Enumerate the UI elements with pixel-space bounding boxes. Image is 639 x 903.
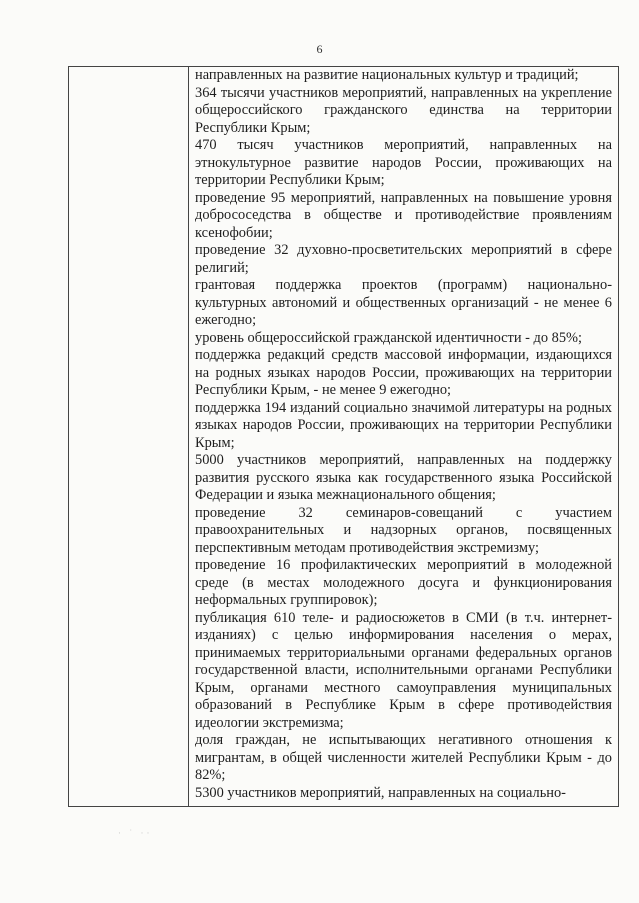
list-item: проведение 32 семинаров-совещаний с участием правоохранительных и надзорных органов, посвященных перспективным методам противодействия экстремизму; <box>195 504 612 556</box>
list-item: направленных на развитие национальных культур и традиций; <box>195 67 579 83</box>
list-item: 5300 участников мероприятий, направленных на социально- <box>195 784 566 801</box>
list-item: уровень общероссийской гражданской идентичности - до 85%; <box>195 329 583 346</box>
list-item: 470 тысяч участников мероприятий, направленных на этнокультурное развитие народов России, проживающих на территории Республики Крым; <box>195 137 612 188</box>
page-number: 6 <box>316 42 323 56</box>
table-row <box>69 67 619 807</box>
list-item: проведение 16 профилактических мероприятий в молодежной среде (в местах молодежного досуга и функционирования неформальных группировок); <box>195 557 612 608</box>
list-item: 5000 участников мероприятий, направленных на поддержку развития русского языка как государственного языка Российской Федерации и языка межнационального общения; <box>195 452 612 503</box>
list-item: проведение 32 духовно-просветительских мероприятий в сфере религий; <box>195 242 612 276</box>
list-item: доля граждан, не испытывающих негативного отношения к мигрантам, в общей численности жителей Республики Крым - до 82%; <box>195 732 612 783</box>
list-item: грантовая поддержка проектов (программ) национально-культурных автономий и общественных организаций - не менее 6 ежегодно; <box>195 277 612 328</box>
list-item: проведение 95 мероприятий, направленных на повышение уровня добрососедства в обществе и противодействие проявлениям ксенофобии; <box>195 189 612 241</box>
list-item: поддержка 194 изданий социально значимой литературы на родных языках народов России, проживающих на территории Республики Крым; <box>195 399 612 451</box>
document-table <box>68 66 619 807</box>
list-item: 364 тысячи участников мероприятий, направленных на укрепление общероссийского гражданского единства на территории Республики Крым; <box>195 84 612 136</box>
list-item: поддержка редакций средств массовой информации, издающихся на родных языках народов России, проживающих на территории Республики Крым, - не менее 9 ежегодно; <box>195 347 612 398</box>
indicators-cell <box>189 67 619 807</box>
left-column-cell <box>69 67 189 807</box>
scan-noise-marks: · ˙ ·· <box>118 828 153 838</box>
list-item: публикация 610 теле- и радиосюжетов в СМИ (в т.ч. интернет-изданиях) с целью информирования населения о мерах, принимаемых территориальными органами федеральных органов государственной власти, исполнительными органами Республики Крым, органами местного самоуправления муниципальных образований в Республике Крым в сфере противодействия идеологии экстремизма; <box>195 609 612 731</box>
